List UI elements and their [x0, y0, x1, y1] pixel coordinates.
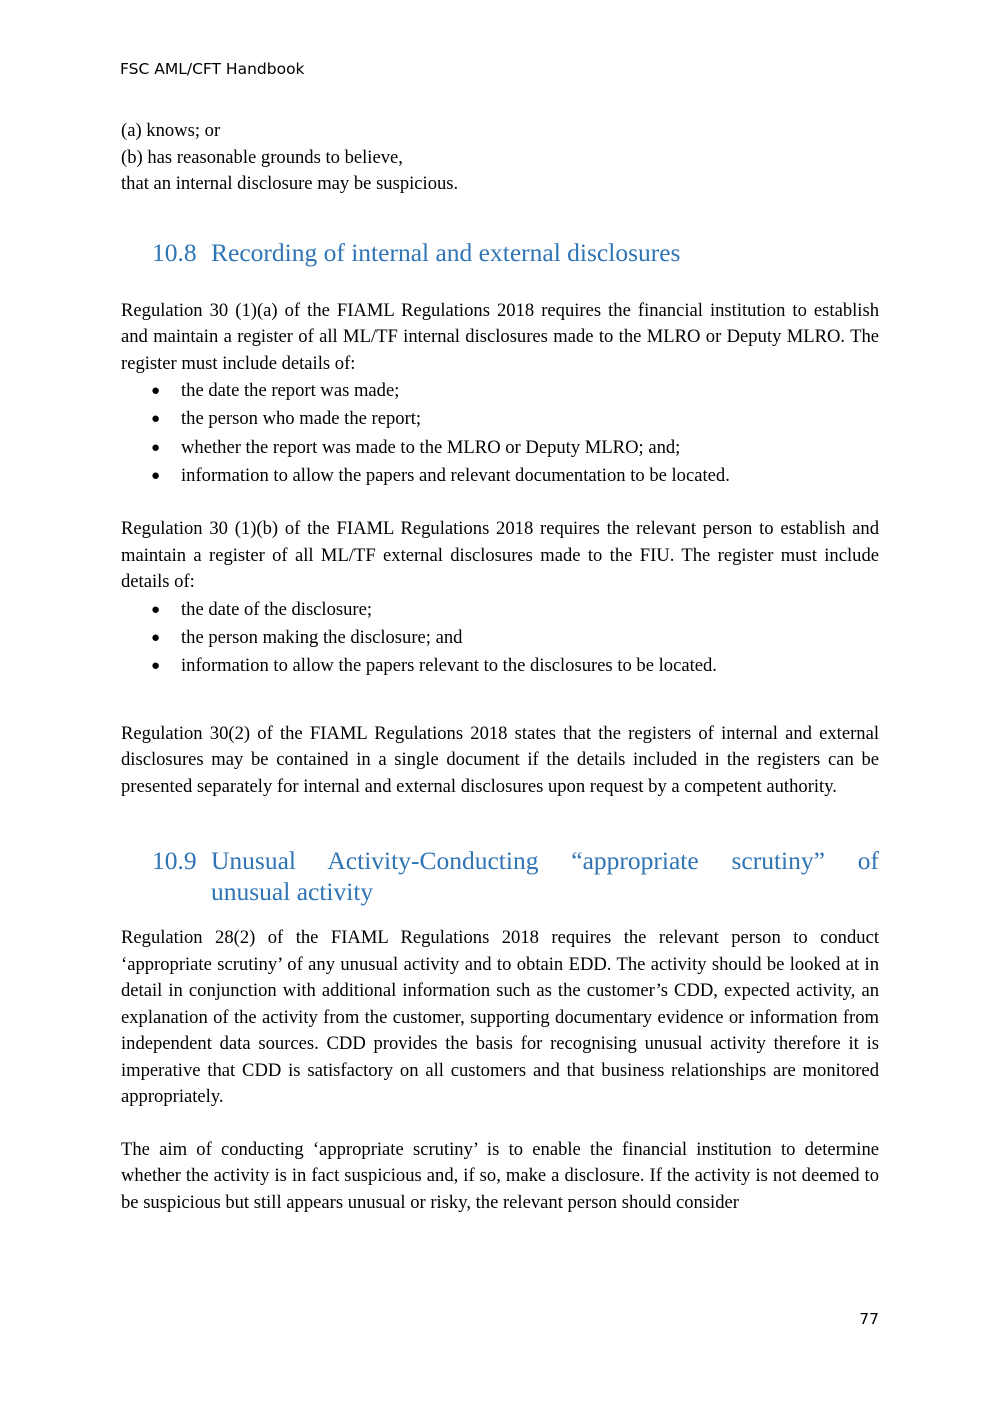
- section-number: 10.8: [152, 237, 197, 267]
- bullet-icon: ●: [151, 629, 161, 646]
- intro-line-c: that an internal disclosure may be suspicious.: [121, 173, 459, 194]
- list-item: ● information to allow the papers and relevant documentation to be located.: [121, 462, 879, 490]
- paragraph: The aim of conducting ‘appropriate scrutiny’ is to enable the financial institution to determine whether the activity is in fact suspicious and, if so, make a disclosure. If the activity is not deemed to be suspicious but still appears unusual or risky, the relevant person should consider: [121, 1138, 879, 1213]
- paragraph: Regulation 28(2) of the FIAML Regulations 2018 requires the relevant person to conduct ‘appropriate scrutiny’ of any unusual activity and to obtain EDD. The activity should be looked at in detail in conjunction with additional information such as the customer’s CDD, expected activity, an explanation of the activity from the customer, supporting documentary evidence or information from independent data sources. CDD provides the basis for recognising unusual activity therefore it is imperative that CDD is satisfactory on all customers and that business relationships are monitored appropriately.: [121, 927, 879, 1108]
- bullet-list-internal: [121, 377, 879, 490]
- section-number: 10.9: [152, 846, 197, 876]
- list-item: ● the person who made the report;: [121, 405, 879, 433]
- bullet-icon: ●: [151, 439, 161, 456]
- section-title-line-2: unusual activity: [211, 877, 374, 907]
- paragraph: Regulation 30 (1)(b) of the FIAML Regulations 2018 requires the relevant person to establish and maintain a register of all ML/TF external disclosures made to the FIU. The register must include details of:: [121, 518, 879, 593]
- bullet-icon: ●: [151, 601, 161, 618]
- running-header: FSC AML/CFT Handbook: [120, 60, 305, 78]
- bullet-icon: ●: [151, 658, 161, 675]
- bullet-list-external: [121, 596, 879, 681]
- intro-line-b: (b) has reasonable grounds to believe,: [121, 146, 403, 168]
- list-item: ● whether the report was made to the MLRO or Deputy MLRO; and;: [121, 434, 879, 462]
- list-item: ● information to allow the papers relevant to the disclosures to be located.: [121, 652, 879, 680]
- list-item: ● the date of the disclosure;: [121, 596, 879, 624]
- bullet-icon: ●: [151, 411, 161, 428]
- section-title: [211, 845, 879, 907]
- bullet-icon: ●: [151, 467, 161, 484]
- section-heading-10-8: [121, 237, 879, 268]
- section-title-line-1: Unusual Activity-Conducting “appropriate scrutiny” of: [211, 846, 879, 876]
- page-number: 77: [859, 1310, 879, 1328]
- list-item: ● the person making the disclosure; and: [121, 624, 879, 652]
- bullet-icon: ●: [151, 383, 161, 399]
- intro-line-a: (a) knows; or: [121, 120, 221, 141]
- list-item: ● the date the report was made;: [121, 377, 879, 405]
- paragraph: Regulation 30 (1)(a) of the FIAML Regulations 2018 requires the financial institution to establish and maintain a register of all ML/TF internal disclosures made to the MLRO or Deputy MLRO. The register must include details of:: [121, 299, 879, 374]
- page-content: [121, 118, 879, 1216]
- section-title: Recording of internal and external disclosures: [211, 237, 681, 267]
- section-heading-10-9: [121, 845, 879, 907]
- paragraph: Regulation 30(2) of the FIAML Regulations 2018 states that the registers of internal and external disclosures may be contained in a single document if the details included in the registers can be presented separately for internal and external disclosures upon request by a competent authority.: [121, 722, 879, 797]
